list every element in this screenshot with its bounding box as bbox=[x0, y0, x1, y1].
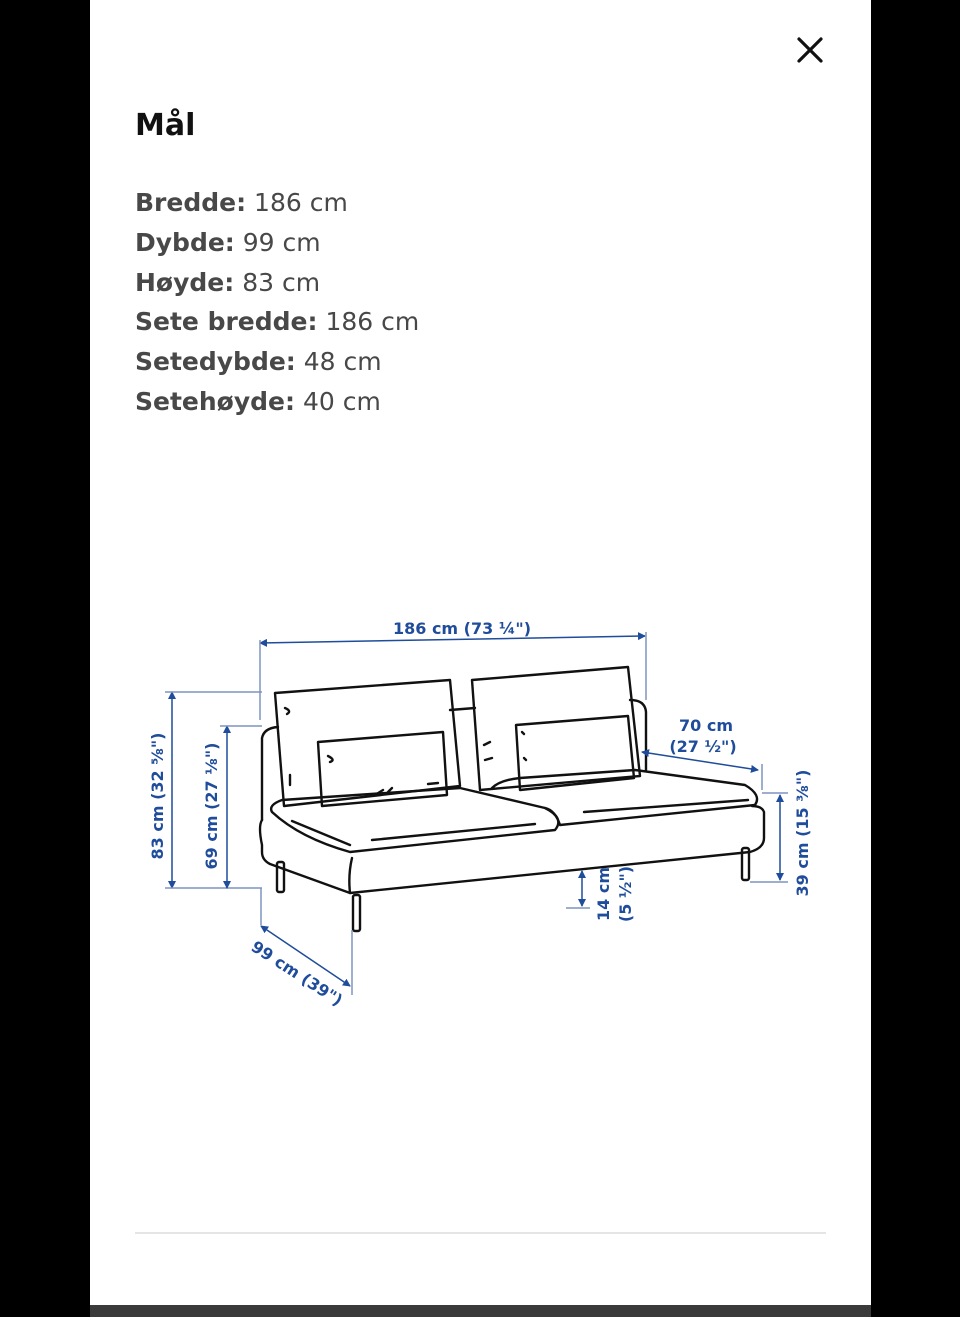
seat-height-dimension-label: 39 cm (15 ⅜") bbox=[793, 769, 812, 897]
spec-label: Setehøyde: bbox=[135, 386, 295, 416]
floor-clearance-label-cm: 14 cm bbox=[594, 867, 613, 921]
spec-value: 40 cm bbox=[295, 386, 381, 416]
spec-row-seat-width bbox=[135, 302, 419, 342]
sofa-drawing bbox=[260, 667, 764, 931]
sofa-dimension-diagram bbox=[130, 600, 830, 1030]
height-dimension-label: 83 cm (32 ⅝") bbox=[148, 732, 167, 860]
close-icon bbox=[790, 30, 830, 70]
spec-label: Sete bredde: bbox=[135, 307, 318, 337]
spec-row-depth bbox=[135, 223, 419, 263]
dialog-title: Mål bbox=[135, 108, 196, 143]
spec-row-height bbox=[135, 263, 419, 303]
width-dimension-label: 186 cm (73 ¼") bbox=[392, 619, 532, 638]
depth-dimension-label: 99 cm (39") bbox=[247, 936, 347, 1010]
spec-value: 48 cm bbox=[295, 347, 382, 377]
spec-value: 83 cm bbox=[234, 267, 321, 297]
seat-depth-label-cm: 70 cm bbox=[679, 716, 733, 735]
dimensions-dialog bbox=[90, 0, 871, 1305]
seat-depth-label-in: (27 ½") bbox=[669, 737, 737, 756]
spec-row-seat-height bbox=[135, 382, 419, 422]
spec-value: 186 cm bbox=[246, 188, 348, 217]
divider bbox=[135, 1232, 826, 1234]
spec-value: 186 cm bbox=[317, 307, 420, 337]
spec-row-width bbox=[135, 183, 419, 223]
spec-label: Bredde: bbox=[135, 188, 247, 217]
spec-label: Høyde: bbox=[135, 267, 235, 297]
back-height-dimension-label: 69 cm (27 ⅛") bbox=[202, 742, 221, 870]
bottom-bar bbox=[90, 1305, 871, 1317]
floor-clearance-label-in: (5 ½") bbox=[616, 865, 635, 923]
close-button[interactable] bbox=[790, 30, 830, 70]
spec-label: Setedybde: bbox=[135, 347, 296, 377]
spec-row-seat-depth bbox=[135, 342, 419, 382]
spec-label: Dybde: bbox=[135, 227, 235, 257]
spec-value: 99 cm bbox=[234, 227, 321, 257]
spec-list bbox=[135, 183, 419, 422]
